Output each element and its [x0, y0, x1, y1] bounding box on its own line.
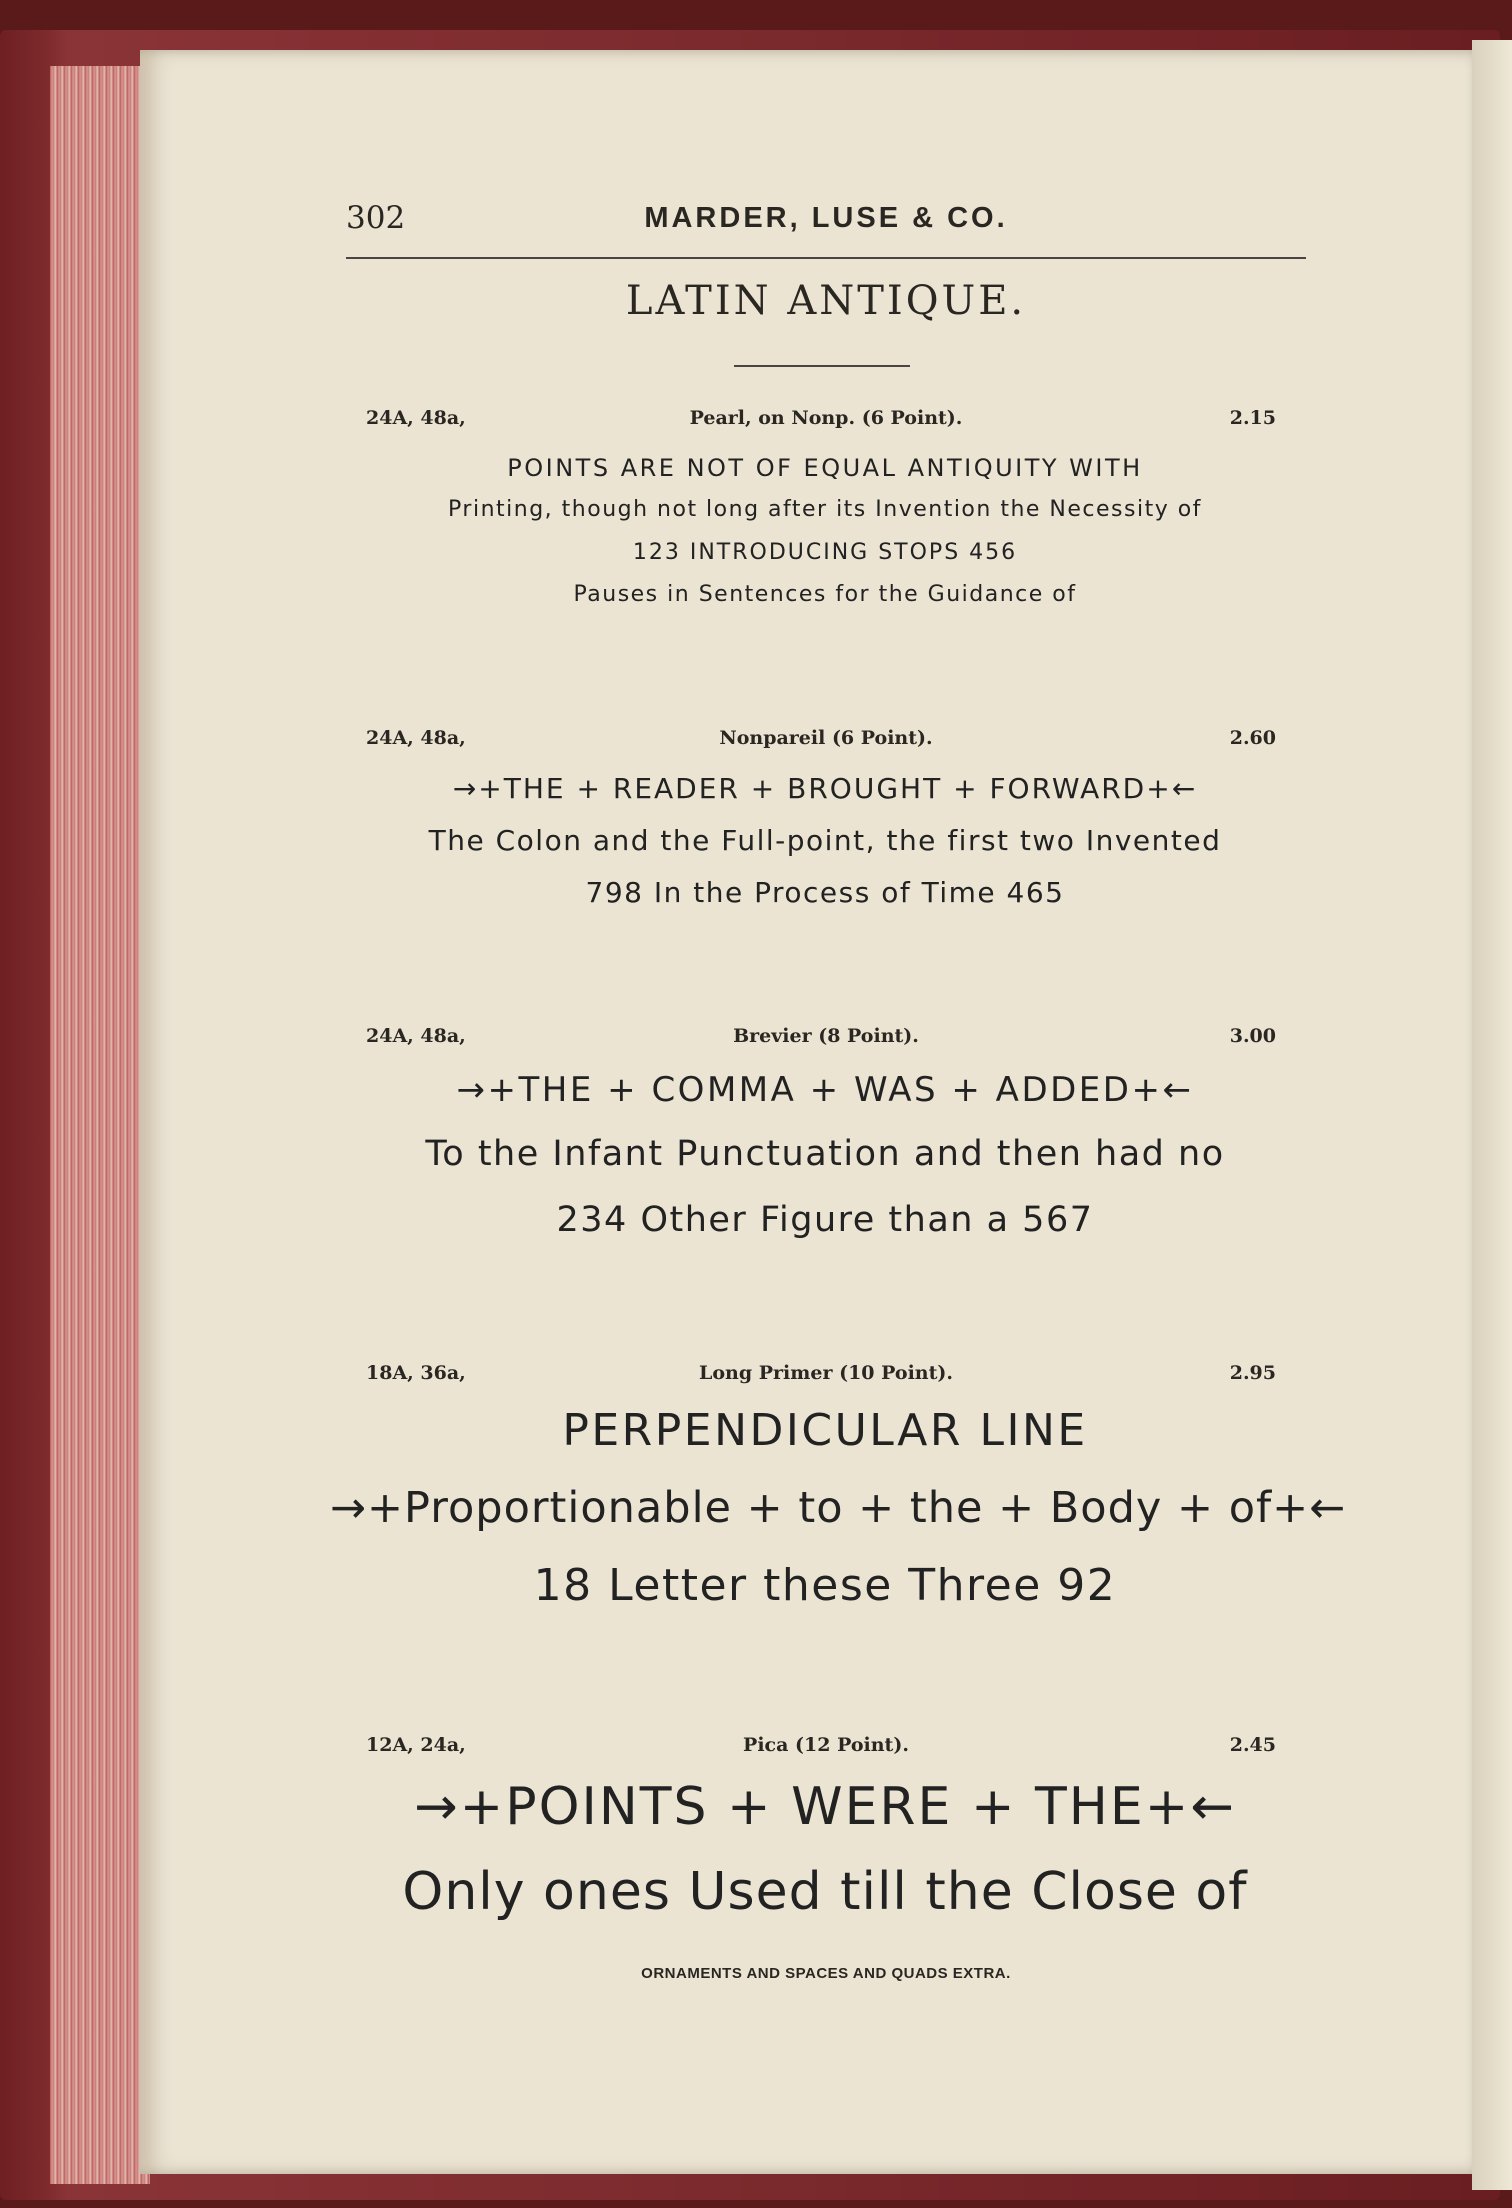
font-size-name: Pearl, on Nonp. (6 Point). — [689, 407, 963, 429]
header-rule — [346, 257, 1306, 259]
title-rule — [734, 365, 910, 367]
font-size-name: Pica (12 Point). — [743, 1734, 909, 1756]
specimen-line: →+THE + READER + BROUGHT + FORWARD+← — [452, 772, 1198, 805]
specimen-line: PERPENDICULAR LINE — [562, 1405, 1088, 1456]
font-price: 3.00 — [1229, 1025, 1276, 1047]
footer-note: ORNAMENTS AND SPACES AND QUADS EXTRA. — [641, 1965, 1011, 1982]
font-price: 2.15 — [1229, 407, 1276, 429]
font-count: 24A, 48a, — [366, 407, 466, 429]
font-count: 18A, 36a, — [366, 1362, 466, 1384]
page-number: 302 — [346, 200, 406, 236]
specimen-line: To the Infant Punctuation and then had no — [425, 1134, 1225, 1174]
font-size-name: Long Primer (10 Point). — [699, 1362, 953, 1384]
specimen-line: →+Proportionable + to + the + Body + of+← — [330, 1483, 1347, 1533]
page-title: LATIN ANTIQUE. — [625, 278, 1027, 324]
font-price: 2.60 — [1229, 727, 1276, 749]
font-size-name: Brevier (8 Point). — [733, 1025, 919, 1047]
font-price: 2.95 — [1229, 1362, 1276, 1384]
font-price: 2.45 — [1229, 1734, 1276, 1756]
specimen-line: 798 In the Process of Time 465 — [585, 876, 1065, 909]
font-size-name: Nonpareil (6 Point). — [719, 727, 933, 749]
font-count: 12A, 24a, — [366, 1734, 466, 1756]
font-count: 24A, 48a, — [366, 727, 466, 749]
specimen-line: Only ones Used till the Close of — [402, 1862, 1248, 1922]
specimen-line: POINTS ARE NOT OF EQUAL ANTIQUITY WITH — [507, 454, 1143, 482]
specimen-line: Printing, though not long after its Invention the Necessity of — [448, 497, 1202, 522]
specimen-line: 18 Letter these Three 92 — [533, 1560, 1117, 1611]
specimen-line: →+POINTS + WERE + THE+← — [414, 1777, 1236, 1837]
font-count: 24A, 48a, — [366, 1025, 466, 1047]
specimen-line: 123 INTRODUCING STOPS 456 — [632, 540, 1018, 565]
specimen-line: →+THE + COMMA + WAS + ADDED+← — [456, 1070, 1194, 1110]
specimen-line: The Colon and the Full-point, the first two Invented — [428, 824, 1222, 857]
specimen-line: 234 Other Figure than a 567 — [556, 1200, 1094, 1240]
running-header: MARDER, LUSE & CO. — [644, 202, 1008, 234]
specimen-line: Pauses in Sentences for the Guidance of — [573, 582, 1077, 607]
